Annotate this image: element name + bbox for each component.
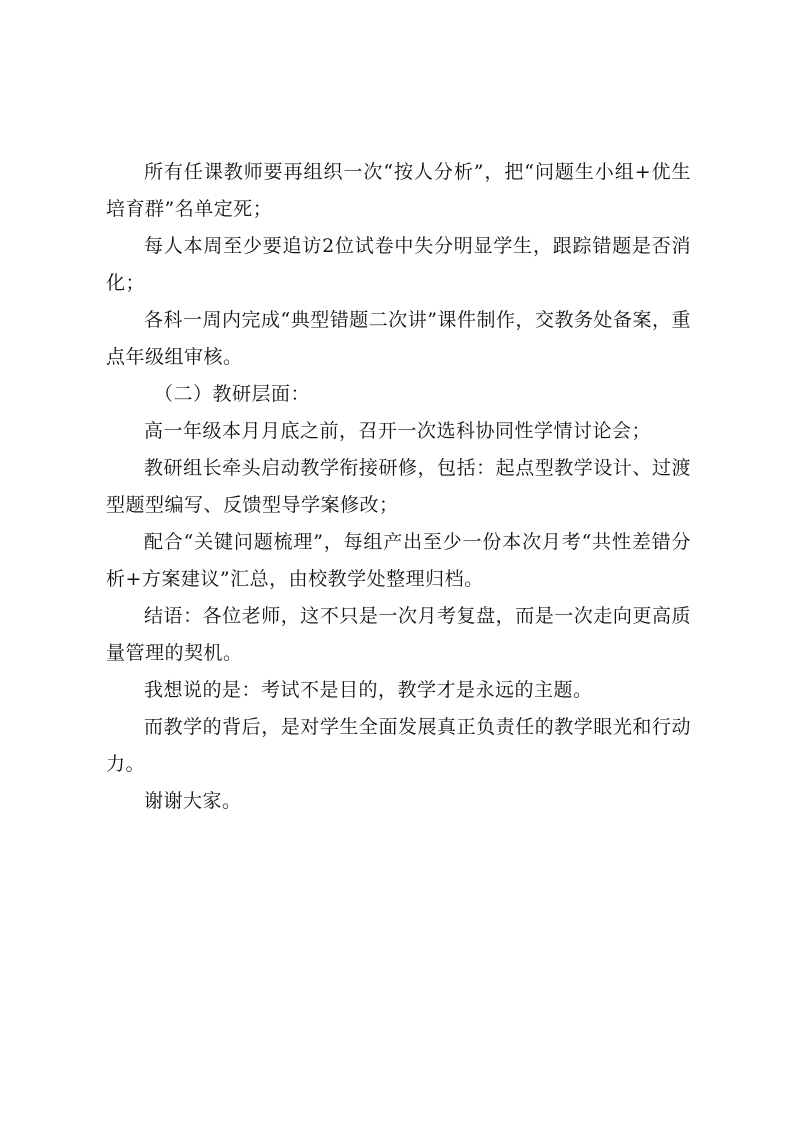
paragraph-exam-not-goal: 我想说的是：考试不是目的，教学才是永远的主题。 (144, 679, 593, 701)
paragraph-follow-up-students: 每人本周至少要追访2位试卷中失分明显学生，跟踪错题是否消化； (106, 235, 691, 294)
paragraph-conclusion: 结语：各位老师，这不只是一次月考复盘，而是一次走向更高质量管理的契机。 (106, 605, 691, 664)
paragraph-research-training: 教研组长牵头启动教学衔接研修，包括：起点型教学设计、过渡型题型编写、反馈型导学案修改； (106, 457, 691, 516)
paragraph-grade-one-meeting: 高一年级本月月底之前，召开一次选科协同性学情讨论会； (144, 420, 652, 442)
paragraph-class-teachers-analysis: 所有任课教师要再组织一次“按人分析”，把“问题生小组+优生培育群”名单定死； (106, 161, 691, 220)
paragraph-thanks: 谢谢大家。 (144, 790, 242, 812)
paragraph-teaching-vision: 而教学的背后，是对学生全面发展真正负责任的教学眼光和行动力。 (106, 716, 691, 775)
paragraph-error-analysis-summary: 配合“关键问题梳理”，每组产出至少一份本次月考“共性差错分析+方案建议”汇总，由校教学处整理归档。 (106, 531, 691, 590)
paragraph-error-courseware: 各科一周内完成“典型错题二次讲”课件制作，交教务处备案，重点年级组审核。 (106, 309, 691, 368)
section-heading-teaching-research: （二）教研层面： (154, 383, 311, 405)
document-body (106, 154, 691, 820)
